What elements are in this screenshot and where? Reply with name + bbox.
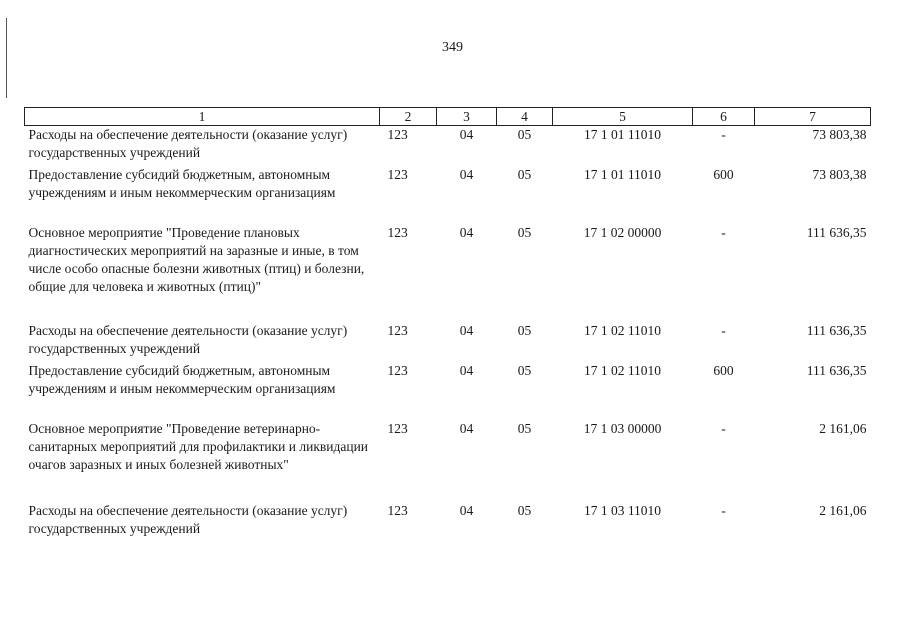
- row-code-col4: 05: [517, 362, 532, 378]
- row-code-col4: 05: [517, 420, 532, 436]
- header-cell: 6: [693, 108, 755, 126]
- row-amount: 2 161,06: [819, 420, 867, 436]
- row-code-col4: 05: [517, 224, 532, 240]
- row-code-col2: 123: [387, 166, 408, 182]
- row-description: Основное мероприятие "Проведение плановых диагностических мероприятий на заразные и иные, в том числе особо опасные болезни животных (птиц) и болезни, общие для человека и животных (птиц)": [28, 224, 365, 294]
- row-code-col3: 04: [459, 166, 474, 182]
- row-code-col6: 600: [713, 362, 734, 378]
- row-amount: 111 636,35: [806, 322, 867, 338]
- row-description: Расходы на обеспечение деятельности (оказание услуг) государственных учреждений: [28, 322, 348, 356]
- row-description: Основное мероприятие "Проведение ветеринарно-санитарных мероприятий для профилактики и ликвидации очагов заразных и иных болезней животных": [28, 420, 369, 472]
- row-code-col4: 05: [517, 166, 532, 182]
- table-row: [25, 362, 871, 420]
- row-amount: 111 636,35: [806, 224, 867, 240]
- row-code-col2: 123: [387, 127, 408, 142]
- row-code-col2: 123: [387, 420, 408, 436]
- row-code-col5: 17 1 01 11010: [583, 127, 662, 142]
- header-cell: 4: [497, 108, 553, 126]
- header-row: [25, 108, 871, 126]
- row-amount: 73 803,38: [812, 166, 867, 182]
- table-row: [25, 224, 871, 322]
- row-code-col5: 17 1 01 11010: [583, 166, 662, 182]
- row-code-col4: 05: [517, 322, 532, 338]
- budget-table: [24, 107, 871, 542]
- row-code-col6: -: [721, 502, 726, 518]
- row-code-col4: 05: [517, 127, 532, 142]
- row-code-col3: 04: [459, 127, 474, 142]
- row-code-col5: 17 1 03 00000: [583, 420, 662, 436]
- header-cell: 2: [380, 108, 437, 126]
- row-code-col2: 123: [387, 224, 408, 240]
- row-amount: 111 636,35: [806, 362, 867, 378]
- row-code-col3: 04: [459, 362, 474, 378]
- row-code-col3: 04: [459, 224, 474, 240]
- row-code-col3: 04: [459, 502, 474, 518]
- row-description: Предоставление субсидий бюджетным, автономным учреждениям и иным некоммерческим организациям: [28, 166, 336, 200]
- row-code-col2: 123: [387, 502, 408, 518]
- row-code-col6: -: [721, 224, 726, 240]
- table-row: [25, 502, 871, 542]
- row-code-col5: 17 1 03 11010: [583, 502, 662, 518]
- table-row: [25, 126, 871, 166]
- row-code-col6: -: [721, 322, 726, 338]
- header-cell: 5: [553, 108, 693, 126]
- row-code-col4: 05: [517, 502, 532, 518]
- header-cell: 3: [437, 108, 497, 126]
- row-code-col3: 04: [459, 322, 474, 338]
- scan-margin-line: [6, 18, 7, 98]
- row-code-col2: 123: [387, 362, 408, 378]
- row-description: Предоставление субсидий бюджетным, автономным учреждениям и иным некоммерческим организациям: [28, 362, 336, 396]
- header-cell: 7: [755, 108, 871, 126]
- table-row: [25, 166, 871, 224]
- row-code-col6: 600: [713, 166, 734, 182]
- row-code-col5: 17 1 02 11010: [583, 362, 662, 378]
- header-cell: 1: [25, 108, 380, 126]
- row-code-col5: 17 1 02 11010: [583, 322, 662, 338]
- row-code-col5: 17 1 02 00000: [583, 224, 662, 240]
- page-number: 349: [442, 40, 463, 55]
- row-amount: 73 803,38: [812, 127, 867, 142]
- row-code-col3: 04: [459, 420, 474, 436]
- row-description: Расходы на обеспечение деятельности (оказание услуг) государственных учреждений: [28, 502, 348, 536]
- row-code-col6: -: [721, 127, 726, 142]
- row-code-col6: -: [721, 420, 726, 436]
- row-code-col2: 123: [387, 322, 408, 338]
- row-amount: 2 161,06: [819, 502, 867, 518]
- table-row: [25, 322, 871, 362]
- table-row: [25, 420, 871, 502]
- row-description: Расходы на обеспечение деятельности (оказание услуг) государственных учреждений: [28, 127, 348, 160]
